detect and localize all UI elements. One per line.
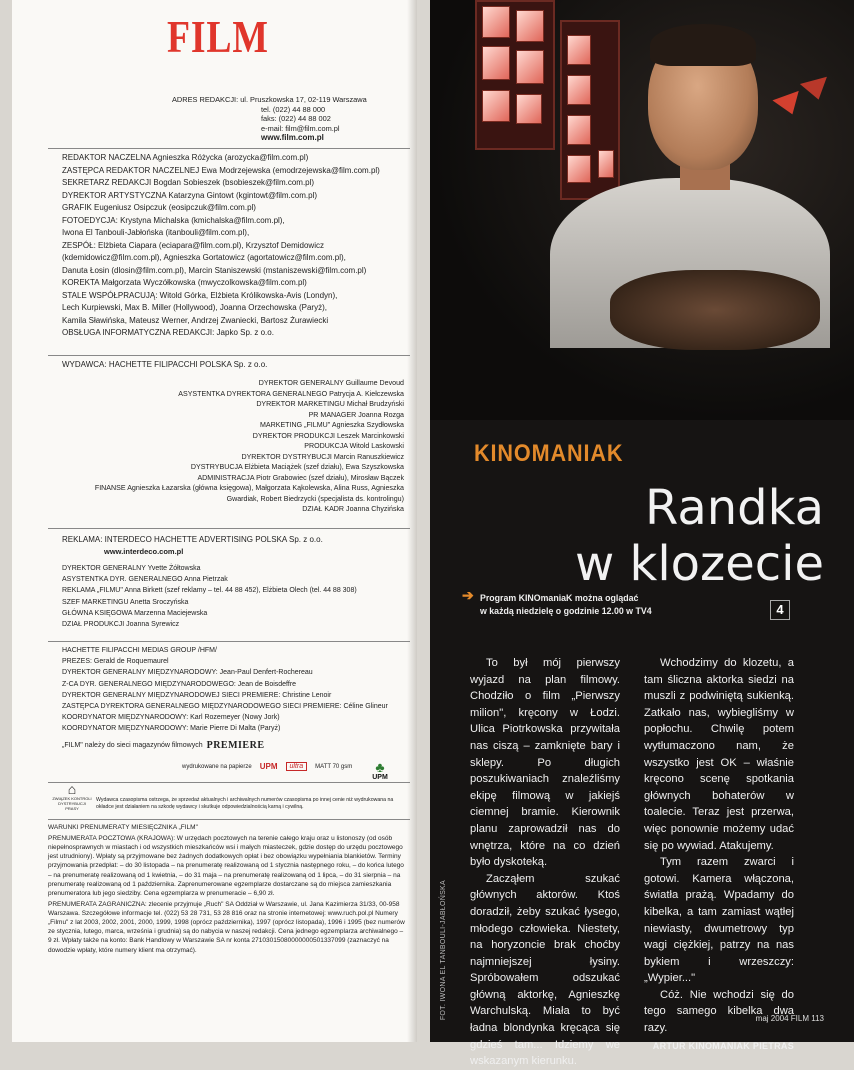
program-line: Program KINOmaniaK można oglądać	[480, 593, 639, 603]
eagle-icon: ⌂	[67, 781, 77, 797]
audit-text: Wydawca czasopisma ostrzega, że sprzedaż aktualnych i archiwalnych numerów czasopisma po innej cenie niż wydrukowana na okładce jest działaniem na szkodę wydawcy i skutkuje odpowiedzialnością karną i cywilną.	[96, 797, 394, 810]
left-page	[12, 0, 417, 1042]
hfm-line: DYREKTOR GENERALNY MIĘDZYNARODOWY: Jean-Paul Denfert-Rochereau	[62, 669, 313, 677]
staff-line: (kdemidowicz@film.com.pl), Agnieszka Gortatowicz (agortatowicz@film.com.pl),	[62, 253, 346, 262]
window-pane	[567, 155, 591, 183]
pennant-decoration	[800, 77, 832, 104]
advertising-line: REKLAMA: INTERDECO HACHETTE ADVERTISING POLSKA Sp. z o.o.	[62, 535, 323, 544]
article-photo	[430, 0, 854, 420]
divider	[48, 782, 410, 783]
staff-line: STALE WSPÓŁPRACUJĄ: Witold Górka, Elżbieta Królikowska-Avis (Londyn),	[62, 290, 338, 300]
premiere-network	[62, 740, 265, 751]
department-line: REKLAMA „FILMU" Anna Birkett (szef reklamy – tel. 44 88 452), Elżbieta Olech (tel. 44 88 308)	[62, 587, 357, 595]
address-website: www.film.com.pl	[261, 133, 324, 143]
photo-credit: FOT. IWONA EL TANBOULI-JABŁOŃSKA	[440, 880, 447, 1021]
executive-line: FINANSE Agnieszka Łazarska (główna księgowa), Małgorzata Kąkolewska, Alina Russ, Agnieszka	[94, 484, 404, 492]
executive-line: ASYSTENTKA DYREKTORA GENERALNEGO Patrycja A. Kiełczewska	[178, 389, 404, 398]
right-page	[430, 0, 854, 1068]
address-email: e-mail: film@film.com.pl	[261, 123, 340, 133]
address-street: ul. Pruszkowska 17, 02-119 Warszawa	[240, 95, 367, 104]
magazine-masthead: FILM	[167, 11, 269, 62]
window-pane	[516, 50, 544, 84]
staff-line: GRAFIK Eugeniusz Osipczuk (eosipczuk@film.com.pl)	[62, 203, 256, 212]
person-hair	[650, 24, 756, 66]
hfm-line: PREZES: Gerald de Roquemaurel	[62, 658, 169, 666]
window-pane	[567, 75, 591, 105]
subscription-paragraph: PRENUMERATA POCZTOWA (KRAJOWA): W urzędach pocztowych na terenie całego kraju oraz u listonoszy (od osób niepełnosprawnych w miastach i od wszystkich mieszkańców wsi i małych miasteczek, gdzie dostęp do urzędu pocztowego jest utrudniony). Wpłaty są przyjmowane bez żadnych dodatkowych opłat i bez obowiązku wypełniania blankietów. Terminy przyjmowania przedpłat: – do 30 listopada – na prenumeratę realizowaną od 1 stycznia następnego roku, – do końca lutego – na prenumeratę realizowaną od 1 kwietnia, – do 31 maja – na prenumeratę realizowaną od 1 lipca, – do 31 sierpnia – na prenumeratę realizowaną od 1 października. Zaprenumerowane egzemplarze dostarczane są do miejsca zamieszkania prenumeratora lub jego siedziby. Cena egzemplarza w prenumeracie – 6,90 zł.	[48, 834, 404, 897]
staff-line: ZASTĘPCA REDAKTOR NACZELNEJ Ewa Modrzejewska (emodrzejewska@film.com.pl)	[62, 165, 380, 175]
executive-line: ADMINISTRACJA Piotr Grabowiec (szef działu), Mirosław Bączek	[197, 473, 404, 482]
window-pane	[482, 90, 510, 122]
divider	[48, 641, 410, 642]
department-line: GŁÓWNA KSIĘGOWA Marzenna Maciejewska	[62, 609, 208, 617]
staff-line: DYREKTOR ARTYSTYCZNA Katarzyna Gintowt (kgintowt@film.com.pl)	[62, 190, 318, 200]
department-line: ASYSTENTKA DYR. GENERALNEGO Anna Pietrzak	[62, 576, 228, 584]
advertising-department	[62, 563, 357, 630]
article-paragraph: Wchodzimy do klozetu, a tam śliczna aktorka siedzi na muszli z podwiniętą sukienką. Zatkało nas, wybiegliśmy w popłochu. Chwilę potem wytłumaczono nam, że wszystko jest OK – właśnie kręcono scenę spotkania głównych bohaterów w toalecie. Teraz jest przerwa, więc ponownie możemy udać się po wywiad. Atakujemy.	[644, 657, 794, 852]
department-line: DZIAŁ PRODUKCJI Joanna Syrewicz	[62, 621, 180, 629]
executive-line: Gwardiak, Robert Biedrzycki (specjalista ds. kontrolingu)	[226, 494, 404, 503]
staff-line: KOREKTA Małgorzata Wyczółkowska (mwyczolkowska@film.com.pl)	[62, 278, 307, 287]
article-paragraph: Tym razem zwarci i gotowi. Kamera włączona, światła prażą. Wpadamy do kibelka, a tam zamiast wątłej niewiasty, dwumetrowy typ wagi ciężkiej, patrzy na nas bykiem i wrzeszczy: „Wypier..."	[644, 856, 794, 985]
article-column	[470, 655, 620, 1070]
hfm-group	[62, 645, 388, 735]
section-label: KINOMANIAK	[474, 440, 624, 467]
executive-line: MARKETING „FILMU" Agnieszka Szydłowska	[259, 421, 404, 429]
audit-logo-text: ZWIĄZEK KONTROLI DYSTRYBUCJI PRASY	[52, 796, 92, 811]
executive-line: DZIAŁ KADR Joanna Chyzińska	[302, 505, 404, 513]
window-pane	[598, 150, 614, 178]
staff-line: FOTOEDYCJA: Krystyna Michalska (kmichalska@film.com.pl),	[62, 215, 285, 225]
window-pane	[516, 10, 544, 42]
program-line: w każdą niedzielę o godzinie 12.00 w TV4	[480, 606, 652, 616]
paper-product: ultra	[286, 762, 308, 771]
tree-icon: ♣	[375, 759, 385, 775]
divider	[48, 528, 410, 529]
article-paragraph: To był mój pierwszy wyjazd na plan filmowy. Chodziło o film „Pierwszy milion", kręcony w Łodzi. Ulica Piotrkowska przywitała nas ciszą – zamknięte bary i sklepy. Po długich poszukiwaniach znaleźliśmy ekipę filmową w jakiejś ciemnej bramie. Kierownik planu zaprowadził nas do wnętrza, które na co dzień było dyskoteką.	[470, 657, 620, 869]
staff-line: OBSŁUGA INFORMATYCZNA REDAKCJI: Japko Sp. z o.o.	[62, 328, 274, 337]
executive-line: DYREKTOR GENERALNY Guillaume Devoud	[258, 379, 404, 387]
hfm-line: KOORDYNATOR MIĘDZYNARODOWY: Marie Pierre Di Malta (Paryż)	[62, 725, 281, 733]
upm-logo	[367, 760, 393, 781]
executive-line: DYSTRYBUCJA Elżbieta Maciążek (szef działu), Ewa Szyszkowska	[190, 463, 404, 471]
subscription-paragraph: PRENUMERATA ZAGRANICZNA: zlecenie przyjmuje „Ruch" SA Oddział w Warszawie, ul. Jana Kazimierza 31/33, 00-958 Warszawa. Szczegółowe informacje tel. (022) 53 28 731, 53 28 816 oraz na stronie internetowej: www.ruch.pol.pl Numery „Filmu" z lat 2003, 2002, 2001, 2000, 1999, 1998 (oprócz października), 1997 (oprócz listopada), 1996 i 1995 (bez numerów ze stycznia, lutego, marca, września i grudnia) są do nabycia w naszej redakcji. Cena jednego egzemplarza archiwalnego – 9 zł. Wpłaty także na konto: Bank Handlowy w Warszawie SA nr konta 27103015080000000501337099 (zaznaczyć na dowodzie wpłaty, które numery klient ma otrzymać).	[48, 900, 405, 954]
window-pane	[567, 115, 591, 145]
publisher-line: WYDAWCA: HACHETTE FILIPACCHI POLSKA Sp. z o.o.	[62, 360, 268, 369]
premiere-logo: PREMIERE	[206, 740, 265, 751]
executive-line: DYREKTOR MARKETINGU Michał Brudzyński	[256, 400, 404, 408]
title-line: Randka	[645, 480, 824, 536]
window-pane	[567, 35, 591, 65]
address-fax: faks: (022) 44 88 002	[261, 114, 331, 124]
executive-line: PR MANAGER Joanna Rozga	[308, 410, 404, 419]
divider	[48, 148, 410, 149]
subscription-heading: WARUNKI PRENUMERATY MIESIĘCZNIKA „FILM"	[48, 824, 198, 831]
staff-line: SEKRETARZ REDAKCJI Bogdan Sobieszek (bsobieszek@film.com.pl)	[62, 178, 315, 187]
program-info	[462, 587, 652, 618]
department-line: DYREKTOR GENERALNY Yvette Żółtowska	[62, 565, 201, 572]
page-folio: maj 2004 FILM 113	[755, 1014, 824, 1023]
hfm-line: DYREKTOR GENERALNY MIĘDZYNARODOWEJ SIECI PREMIERE: Christine Lenoir	[62, 691, 332, 699]
divider	[48, 355, 410, 356]
audit-logo	[52, 782, 92, 811]
divider	[48, 819, 410, 820]
title-line: w klozecie	[575, 536, 824, 592]
address-label: ADRES REDAKCJI:	[172, 95, 239, 104]
paper-info	[182, 762, 352, 771]
article-title	[575, 480, 824, 592]
publisher-executives	[52, 378, 404, 515]
paper-spec: MATT 70 gsm	[315, 763, 353, 770]
tv4-logo: 4	[770, 600, 790, 620]
editorial-staff	[62, 152, 412, 340]
upm-brand: UPM	[259, 762, 278, 771]
paper-label: wydrukowane na papierze	[182, 763, 252, 770]
hfm-line: KOORDYNATOR MIĘDZYNARODOWY: Karl Rozemeyer (Nowy Jork)	[62, 714, 280, 722]
staff-line: ZESPÓŁ: Elżbieta Ciapara (eciapara@film.com.pl), Krzysztof Demidowicz	[62, 240, 324, 250]
hfm-line: ZASTĘPCA DYREKTORA GENERALNEGO MIĘDZYNARODOWEGO SIECI PREMIERE: Céline Glineur	[62, 703, 388, 711]
author-signature: ARTUR KINOMANIAK PIETRAS	[652, 1040, 794, 1051]
advertising-website: www.interdeco.com.pl	[104, 547, 184, 556]
upm-logo-text: UPM	[372, 774, 388, 781]
window-pane	[482, 46, 510, 80]
executive-line: PRODUKCJA Witold Laskowski	[304, 442, 404, 450]
pennant-decoration	[772, 91, 805, 119]
staff-line: REDAKTOR NACZELNA Agnieszka Różycka (arozycka@film.com.pl)	[62, 153, 309, 162]
editorial-address	[172, 95, 367, 143]
executive-line: DYREKTOR DYSTRYBUCJI Marcin Ranuszkiewicz	[241, 452, 404, 461]
article-paragraph: Zacząłem szukać głównych aktorów. Ktoś doradził, żeby szukać łysego, młodego człowieka. Niestety, na horyzoncie brak choćby najmniejszej łysiny. Spróbowałem odszukać główną aktorkę, Agnieszkę Warchulską. Miała to być ładna blondynka kręcąca się gdzieś tam... Idziemy we wskazanym kierunku.	[470, 872, 620, 1068]
article-column	[644, 655, 794, 1054]
staff-line: Kamila Sławińska, Mateusz Werner, Andrzej Zwaniecki, Bartosz Żurawiecki	[62, 315, 329, 325]
network-text: „FILM" należy do sieci magazynów filmowych	[62, 742, 203, 749]
window-pane	[516, 94, 542, 124]
hfm-line: Z-CA DYR. GENERALNEGO MIĘDZYNARODOWEGO: Jean de Boisdeffre	[62, 680, 297, 688]
advertising-block	[62, 534, 323, 558]
hfm-line: HACHETTE FILIPACCHI MEDIAS GROUP /HFM/	[62, 647, 217, 654]
staff-line: Danuta Łosin (dlosin@film.com.pl), Marcin Staniszewski (mstaniszewski@film.com.pl)	[62, 265, 367, 275]
article-paragraph: Cóż. Nie wchodzi się do tego samego kibelka dwa razy.	[644, 988, 794, 1035]
staff-line: Lech Kurpiewski, Max B. Miller (Hollywood), Joanna Orzechowska (Paryż),	[62, 303, 327, 312]
executive-line: DYREKTOR PRODUKCJI Leszek Marcinkowski	[252, 431, 404, 440]
department-line: SZEF MARKETINGU Anetta Sroczyńska	[62, 598, 189, 606]
person-arm	[610, 270, 820, 350]
arrow-right-icon: ➔	[462, 587, 474, 603]
address-tel: tel. (022) 44 88 000	[261, 104, 326, 114]
window-pane	[482, 6, 510, 38]
staff-line: Iwona El Tanbouli-Jabłońska (itanbouli@film.com.pl),	[62, 228, 250, 237]
subscription-terms	[48, 823, 406, 956]
